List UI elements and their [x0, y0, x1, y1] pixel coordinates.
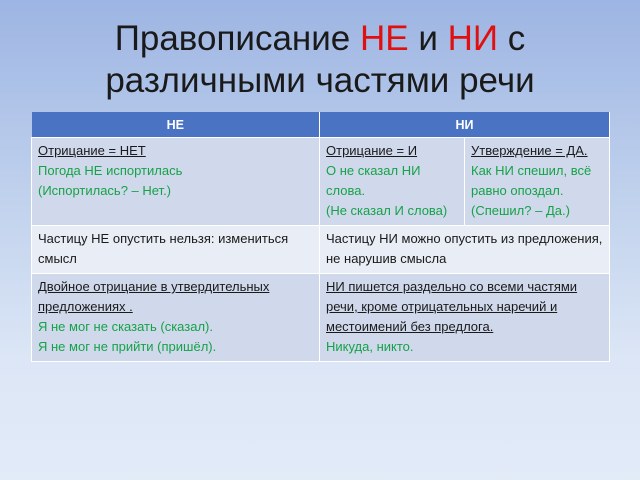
ni-separate-example: Никуда, никто. — [326, 339, 414, 354]
title-ni: НИ — [447, 19, 499, 58]
ne-negation-heading: Отрицание = НЕТ — [38, 143, 146, 158]
table-header-row — [32, 112, 610, 138]
double-negation-example-1: Я не мог не сказать (сказал). — [38, 319, 213, 334]
cell-ni-omit: Частицу НИ можно опустить из предложения, не нарушив смысла — [320, 226, 610, 274]
ni-affirmation-example: Как НИ спешил, всё равно опоздал. — [471, 163, 592, 198]
title-ne: НЕ — [360, 19, 409, 58]
title-part2: с — [498, 19, 526, 58]
cell-ni-affirmation — [465, 138, 610, 226]
title-part1: Правописание — [114, 19, 360, 58]
cell-ne-omit: Частицу НЕ опустить нельзя: измениться смысл — [32, 226, 320, 274]
double-negation-heading: Двойное отрицание в утвердительных предложениях . — [38, 279, 270, 314]
cell-ni-negation — [320, 138, 465, 226]
title-line2: различными частями речи — [105, 61, 535, 100]
ni-negation-check: (Не сказал И слова) — [326, 203, 448, 218]
ni-separate-heading: НИ пишется раздельно со всеми частями речи, кроме отрицательных наречий и местоимений без предлога. — [326, 279, 578, 334]
ni-affirmation-check: (Спешил? – Да.) — [471, 203, 570, 218]
header-ne: НЕ — [32, 112, 320, 138]
table-row — [32, 226, 610, 274]
spelling-rules-table — [31, 112, 610, 362]
cell-ne-double-negation — [32, 274, 320, 362]
ni-negation-example: О не сказал НИ слова. — [326, 163, 421, 198]
header-ni: НИ — [320, 112, 610, 138]
table-row — [32, 138, 610, 226]
ni-affirmation-heading: Утверждение = ДА. — [471, 143, 588, 158]
cell-ni-separate — [320, 274, 610, 362]
ni-negation-heading: Отрицание = И — [326, 143, 418, 158]
table-row — [32, 274, 610, 362]
slide-title — [0, 18, 640, 102]
double-negation-example-2: Я не мог не прийти (пришёл). — [38, 339, 217, 354]
ne-negation-example: Погода НЕ испортилась — [38, 163, 183, 178]
title-and: и — [408, 19, 448, 58]
ne-negation-check: (Испортилась? – Нет.) — [38, 183, 172, 198]
cell-ne-negation — [32, 138, 320, 226]
